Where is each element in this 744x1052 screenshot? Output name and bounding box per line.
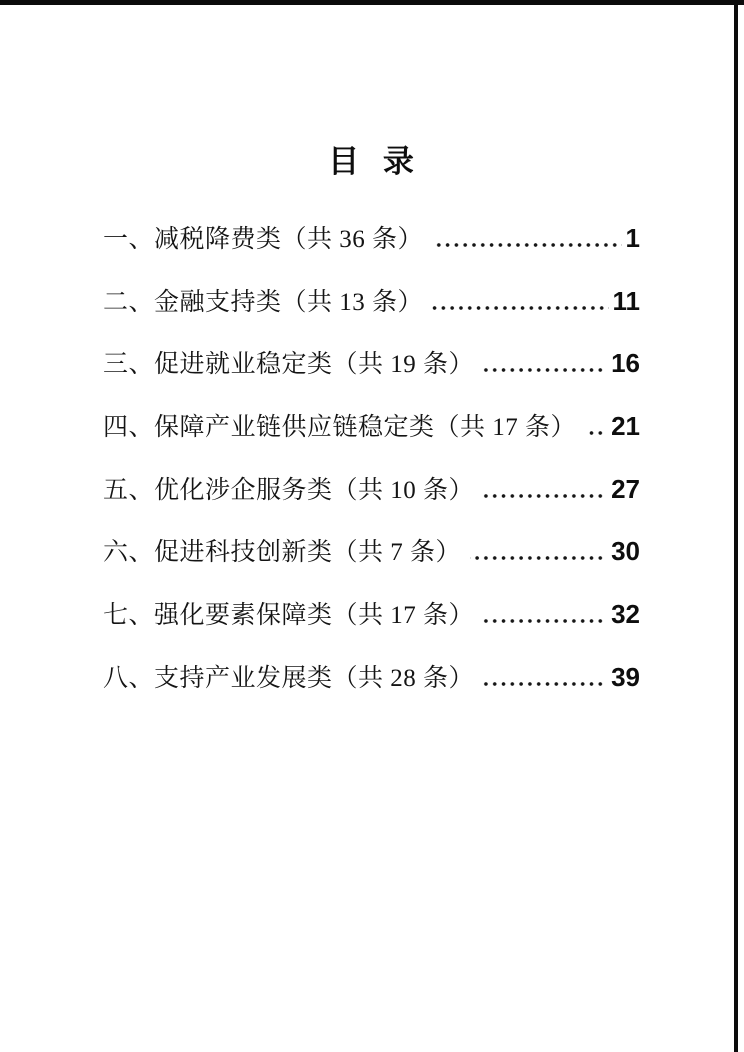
toc-entry-4[interactable]: [103, 395, 640, 458]
toc-entry-label: 八、支持产业发展类（共 28 条）: [103, 664, 475, 692]
toc-entry-label: 一、减税降费类（共 36 条）: [103, 226, 424, 253]
dot-leader: [432, 306, 608, 310]
toc-entry-3[interactable]: [103, 332, 640, 395]
dot-leader: [432, 243, 622, 247]
toc-page-number: 1: [625, 223, 640, 253]
dot-leader: [483, 368, 607, 372]
toc-entry-8[interactable]: [103, 646, 640, 709]
toc-entry-label: 六、促进科技创新类（共 7 条）: [103, 539, 462, 567]
toc-entry-label: 七、强化要素保障类（共 17 条）: [103, 602, 475, 630]
toc-entry-6[interactable]: [103, 520, 640, 583]
page-scan-edge-right: [734, 0, 738, 1052]
toc-title: 目 录: [328, 144, 416, 179]
toc-list: [0, 207, 744, 709]
dot-leader: [483, 619, 607, 623]
toc-page-number: 16: [611, 348, 640, 379]
dot-leader: [470, 556, 607, 560]
dot-leader: [483, 682, 607, 686]
toc-entry-5[interactable]: [103, 458, 640, 521]
toc-page-number: 39: [611, 661, 640, 692]
toc-entry-label: 二、金融支持类（共 13 条）: [103, 288, 424, 316]
toc-page-number: 32: [611, 599, 640, 630]
toc-page-number: 11: [612, 285, 640, 316]
dot-leader: [585, 431, 607, 435]
toc-entry-2[interactable]: [103, 270, 640, 333]
toc-entry-label: 四、保障产业链供应链稳定类（共 17 条）: [103, 414, 577, 442]
toc-page-number: 27: [611, 473, 640, 504]
toc-entry-7[interactable]: [103, 583, 640, 646]
toc-page-number: 30: [611, 536, 640, 567]
toc-entry-label: 三、促进就业稳定类（共 19 条）: [103, 351, 475, 379]
toc-entry-label: 五、优化涉企服务类（共 10 条）: [103, 476, 475, 504]
dot-leader: [483, 494, 607, 498]
toc-entry-1[interactable]: [103, 207, 640, 270]
toc-page-number: 21: [611, 411, 640, 442]
page-scan-edge-top: [0, 0, 744, 5]
